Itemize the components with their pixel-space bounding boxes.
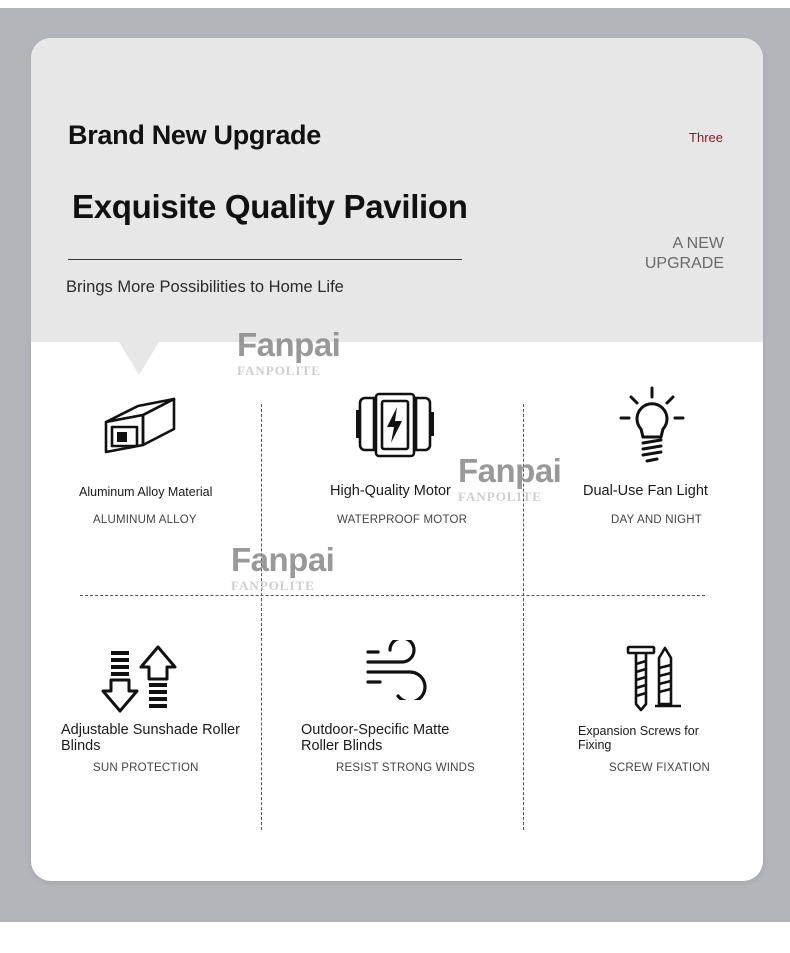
feature-title-matte-blinds: Outdoor-Specific Matte Roller Blinds bbox=[301, 722, 450, 754]
feature-title-fan-light: Dual-Use Fan Light bbox=[583, 483, 708, 499]
feature-title-aluminum: Aluminum Alloy Material bbox=[79, 485, 213, 499]
header-side-label bbox=[645, 234, 724, 274]
screws-icon bbox=[625, 644, 685, 712]
header-badge: Three bbox=[689, 130, 723, 145]
wind-icon bbox=[364, 640, 430, 700]
header-tagline: Brings More Possibilities to Home Life bbox=[66, 278, 344, 296]
header-side-line2: UPGRADE bbox=[644, 255, 724, 272]
feature-sub-matte-blinds: RESIST STRONG WINDS bbox=[336, 762, 476, 774]
header-pointer bbox=[119, 342, 159, 375]
watermark-brand-2: Fanpai bbox=[458, 452, 562, 489]
feature-sub-motor: WATERPROOF MOTOR bbox=[337, 514, 468, 526]
watermark-sub-3: FANPOLITE bbox=[231, 578, 315, 593]
watermark-3 bbox=[231, 542, 334, 594]
motor-icon bbox=[354, 392, 436, 458]
feature-sub-aluminum: ALUMINUM ALLOY bbox=[93, 514, 197, 526]
feature-sub-sunshade: SUN PROTECTION bbox=[93, 762, 199, 774]
feature-card bbox=[31, 38, 763, 881]
header-divider bbox=[68, 259, 462, 260]
feature-title-screws: Expansion Screws for Fixing bbox=[578, 724, 699, 752]
lightbulb-icon bbox=[617, 385, 687, 467]
feature-title-sunshade: Adjustable Sunshade Roller Blinds bbox=[61, 722, 240, 754]
feature-sub-fan-light: DAY AND NIGHT bbox=[611, 514, 702, 526]
up-down-arrows-icon bbox=[99, 643, 181, 713]
header-title: Brand New Upgrade bbox=[68, 120, 321, 150]
aluminum-profile-icon bbox=[103, 396, 177, 456]
watermark-sub-2: FANPOLITE bbox=[458, 489, 542, 504]
watermark-brand-1: Fanpai bbox=[237, 326, 341, 363]
grid-divider-horizontal bbox=[80, 595, 705, 596]
header-side-line1: A NEW bbox=[672, 235, 724, 252]
watermark-brand-3: Fanpai bbox=[231, 541, 335, 578]
grid-divider-vertical-left bbox=[261, 404, 262, 830]
watermark-1 bbox=[237, 327, 340, 379]
feature-title-motor: High-Quality Motor bbox=[330, 483, 451, 499]
feature-sub-screws: SCREW FIXATION bbox=[609, 762, 710, 774]
header-headline: Exquisite Quality Pavilion bbox=[72, 188, 468, 225]
watermark-sub-1: FANPOLITE bbox=[237, 363, 321, 378]
watermark-2 bbox=[458, 453, 561, 505]
